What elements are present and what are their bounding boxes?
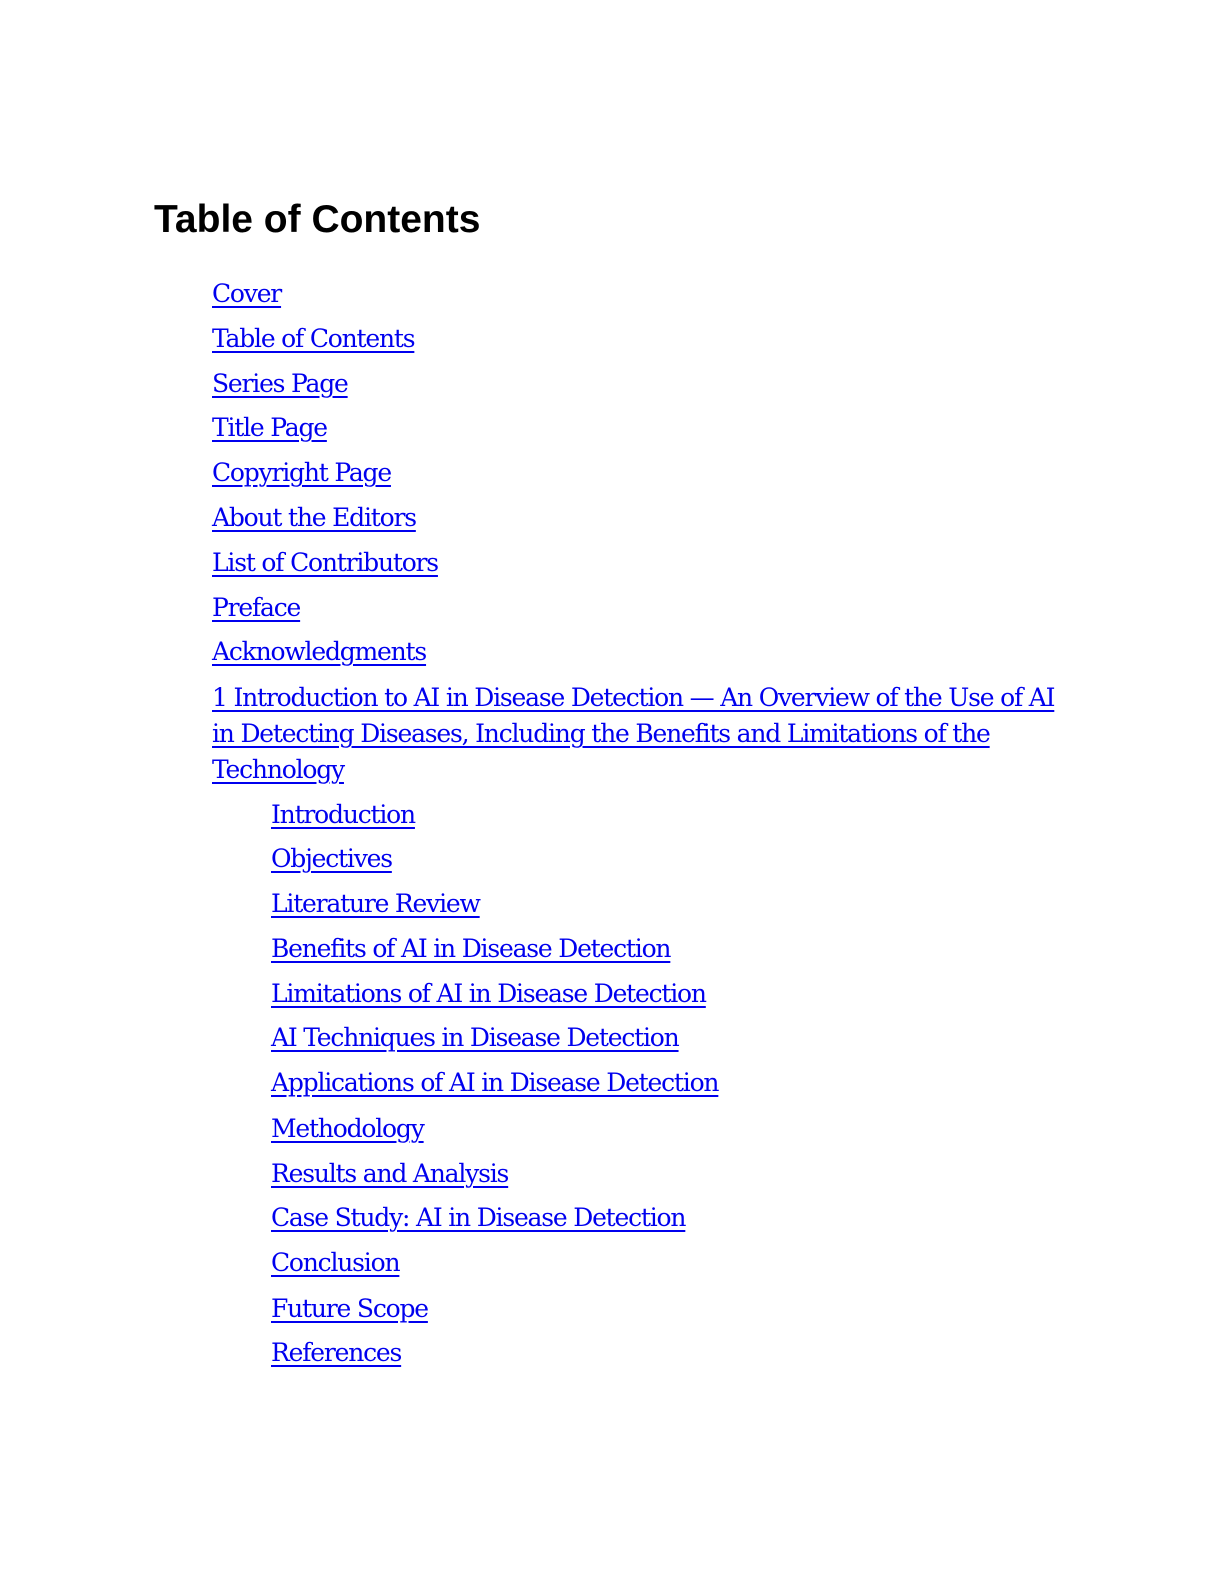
toc-link-cover[interactable]: Cover: [212, 279, 282, 308]
toc-link-conclusion[interactable]: Conclusion: [271, 1248, 400, 1277]
toc-link-limitations[interactable]: Limitations of AI in Disease Detection: [271, 979, 706, 1008]
toc-link-copyright-page[interactable]: Copyright Page: [212, 458, 391, 487]
toc-link-literature-review[interactable]: Literature Review: [271, 889, 480, 918]
toc-link-acknowledgments[interactable]: Acknowledgments: [212, 637, 427, 666]
toc-link-methodology[interactable]: Methodology: [271, 1114, 424, 1143]
toc-link-list-of-contributors[interactable]: List of Contributors: [212, 548, 438, 577]
toc-link-series-page[interactable]: Series Page: [212, 369, 348, 398]
toc-link-ai-techniques[interactable]: AI Techniques in Disease Detection: [271, 1023, 679, 1052]
toc-link-future-scope[interactable]: Future Scope: [271, 1294, 428, 1323]
toc-link-references[interactable]: References: [271, 1338, 402, 1367]
toc-link-preface[interactable]: Preface: [212, 593, 301, 622]
toc-link-title-page[interactable]: Title Page: [212, 413, 327, 442]
toc-link-about-the-editors[interactable]: About the Editors: [212, 503, 416, 532]
toc-link-table-of-contents[interactable]: Table of Contents: [212, 324, 415, 353]
toc-link-benefits[interactable]: Benefits of AI in Disease Detection: [271, 934, 671, 963]
toc-link-chapter-1[interactable]: 1 Introduction to AI in Disease Detection — An Overview of the Use of AI in Detecting Diseases, Including the Benefits and Limitations of the Technology: [212, 683, 1055, 784]
toc-link-applications[interactable]: Applications of AI in Disease Detection: [271, 1068, 719, 1097]
toc-link-results-and-analysis[interactable]: Results and Analysis: [271, 1159, 509, 1188]
toc-link-case-study[interactable]: Case Study: AI in Disease Detection: [271, 1203, 686, 1232]
toc-link-objectives[interactable]: Objectives: [271, 844, 392, 873]
toc-link-introduction[interactable]: Introduction: [271, 800, 415, 829]
page-title: Table of Contents: [154, 198, 481, 241]
